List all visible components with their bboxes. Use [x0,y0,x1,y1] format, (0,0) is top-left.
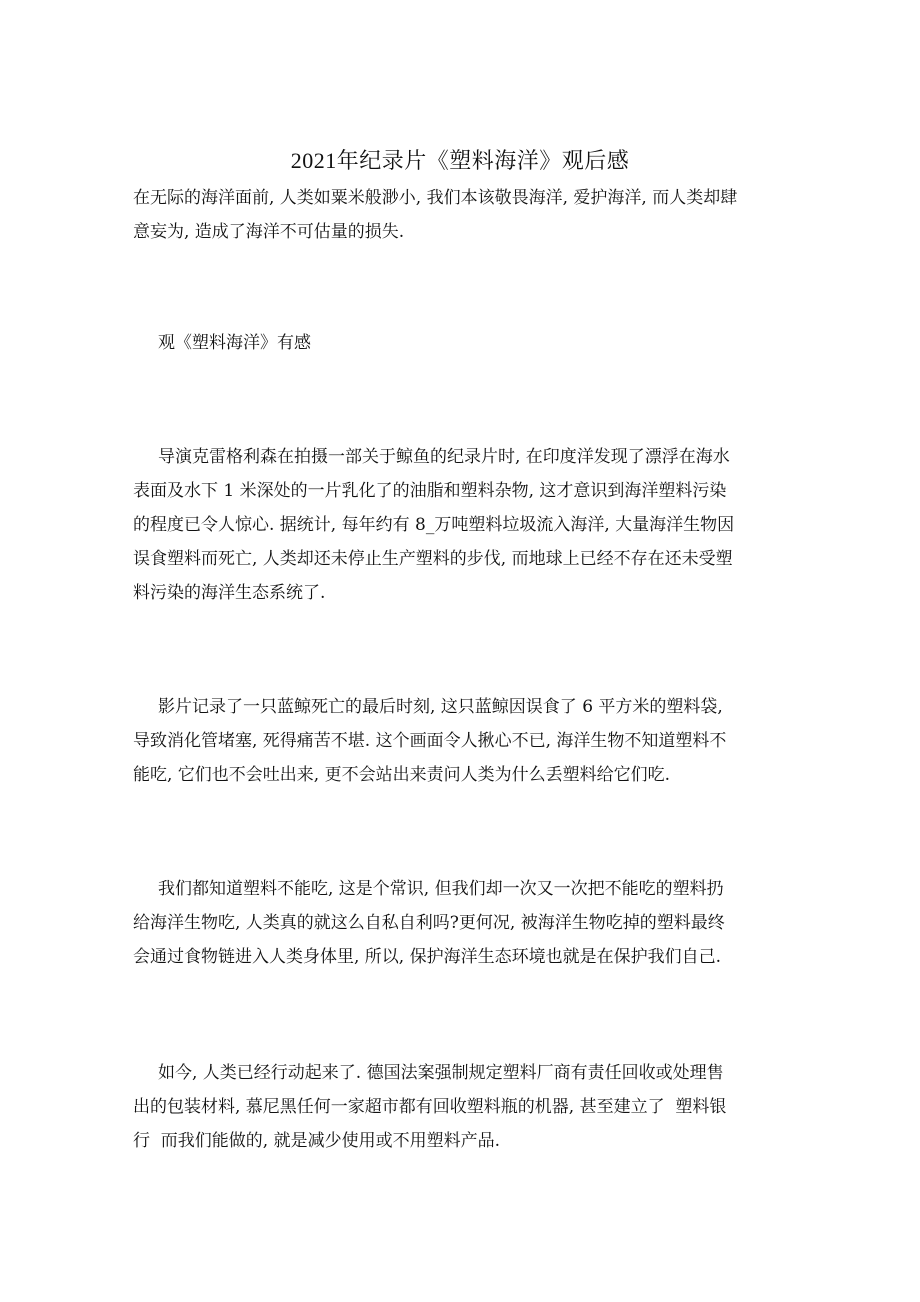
document-title: 2021年纪录片《塑料海洋》观后感 [290,148,630,173]
text-line: 误食塑料而死亡, 人类却还未停止生产塑料的步伐, 而地球上已经不存在还未受塑 [133,549,733,569]
text-line: 如今, 人类已经行动起来了. 德国法案强制规定塑料厂商有责任回收或处理售 [158,1063,724,1083]
text-line: 观《塑料海洋》有感 [158,333,311,353]
text-line: 给海洋生物吃, 人类真的就这么自私自利吗?更何况, 被海洋生物吃掉的塑料最终 [133,913,725,933]
text-line: 导致消化管堵塞, 死得痛苦不堪. 这个画面令人揪心不已, 海洋生物不知道塑料不 [133,731,727,751]
text-line: 能吃, 它们也不会吐出来, 更不会站出来责问人类为什么丢塑料给它们吃. [133,765,671,785]
text-line: 我们都知道塑料不能吃, 这是个常识, 但我们却一次又一次把不能吃的塑料扔 [158,879,724,899]
text-line: 导演克雷格利森在拍摄一部关于鲸鱼的纪录片时, 在印度洋发现了漂浮在海水 [158,447,730,467]
text-line: 出的包装材料, 慕尼黑任何一家超市都有回收塑料瓶的机器, 甚至建立了 塑料银 [133,1097,727,1117]
text-line: 影片记录了一只蓝鲸死亡的最后时刻, 这只蓝鲸因误食了 6 平方米的塑料袋, [158,697,723,717]
text-line: 的程度已令人惊心. 据统计, 每年约有 8_万吨塑料垃圾流入海洋, 大量海洋生物因 [133,515,735,535]
text-line: 行 而我们能做的, 就是减少使用或不用塑料产品. [133,1131,501,1151]
text-line: 料污染的海洋生态系统了. [133,583,326,603]
text-line: 表面及水下 1 米深处的一片乳化了的油脂和塑料杂物, 这才意识到海洋塑料污染 [133,481,727,501]
text-line: 会通过食物链进入人类身体里, 所以, 保护海洋生态环境也就是在保护我们自己. [133,947,722,967]
text-line: 在无际的海洋面前, 人类如粟米般渺小, 我们本该敬畏海洋, 爱护海洋, 而人类却肆 [133,188,738,208]
text-line: 意妄为, 造成了海洋不可估量的损失. [133,222,405,242]
